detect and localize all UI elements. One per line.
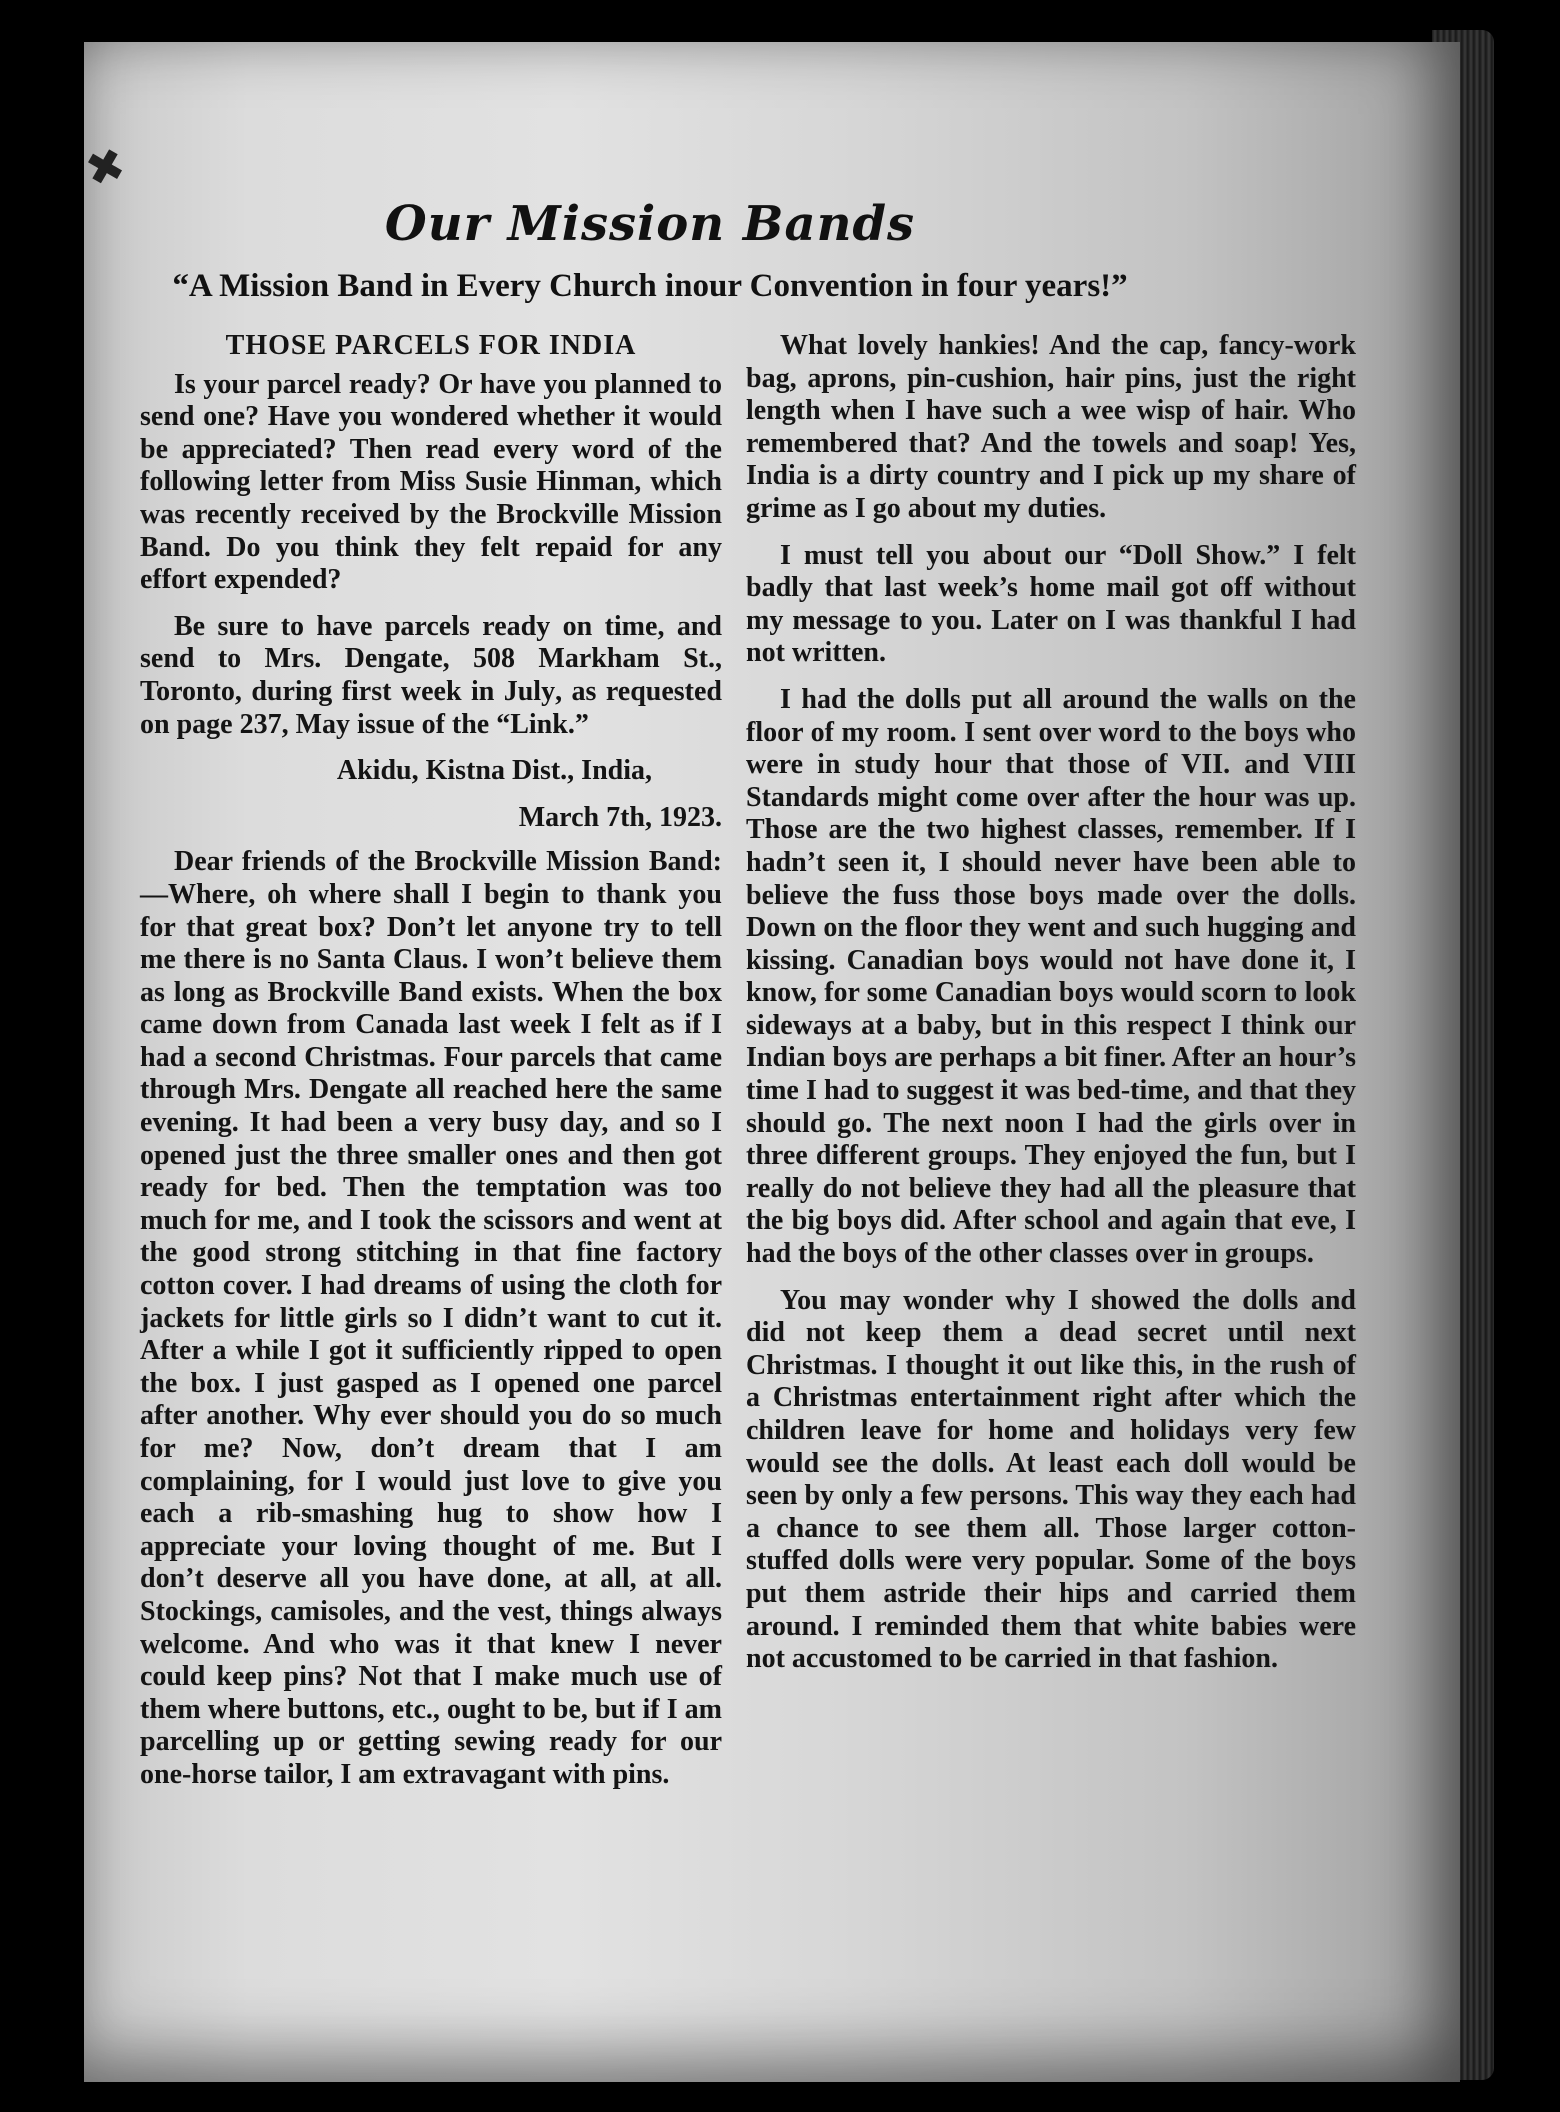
- emphasis-text: Is your: [174, 368, 260, 400]
- body-text: of the following letter from Miss Susie Hinman, which was recently received by the Brockville Mission Band. Do you think they felt repaid for any effort expended?: [140, 433, 722, 596]
- body-text: , as requested on page 237, May issue of the “Link.”: [140, 675, 722, 740]
- letter-paragraph: I must tell you about our “Doll Show.” I felt badly that last week’s home mail got off without my message to you. Later on I was thankful I had not written.: [746, 539, 1356, 669]
- margin-mark: ✖: [80, 137, 131, 198]
- intro-paragraph: [140, 369, 722, 597]
- section-motto: “A Mission Band in Every Church inour Convention in four years!”: [172, 268, 1128, 304]
- body-text: I had the dolls put all around the walls on the floor of my room. I sent over word to the boys who were in study hour that those of VII. and VIII Standards might come over after the hour was up. Those are the: [746, 683, 1356, 846]
- instructions-paragraph: [140, 611, 722, 741]
- body-text: , and send to Mrs. Dengate, 508 Markham St., Toronto, during: [140, 610, 722, 707]
- emphasis-text: not: [1124, 944, 1164, 976]
- emphasis-text: two highest classes: [926, 814, 1157, 846]
- letter-paragraph: What lovely hankies! And the cap, fancy-work bag, aprons, pin-cushion, hair pins, just the right length when I have such a wee wisp of hair. Who remembered that? And the towels and soap! Yes, India is a dirty country and I pick up my share of grime as I go about my duties.: [746, 330, 1356, 524]
- emphasis-text: on time: [562, 610, 658, 642]
- right-column: [746, 330, 1356, 1690]
- section-masthead: Our Mission Bands: [384, 196, 916, 252]
- body-text: to have parcels ready: [268, 610, 563, 642]
- body-text: parcel ready? Or have you planned to send one? Have you wondered whether it would be appreciated? Then read: [140, 368, 722, 465]
- emphasis-text: Be sure: [174, 610, 269, 642]
- letter-dateline-date: March 7th, 1923.: [518, 801, 722, 833]
- emphasis-text: every word: [493, 433, 635, 465]
- emphasis-text: first week in July: [341, 675, 556, 707]
- letter-paragraph: [746, 684, 1356, 1271]
- letter-paragraph: You may wonder why I showed the dolls and did not keep them a dead secret until next Christmas. I thought it out like this, in the rush of a Christmas entertainment right after which the children leave for home and holidays very few would see the dolls. At least each doll would be seen by only a few persons. This way they each had a chance to see them all. Those larger cotton-stuffed dolls were very popular. Some of the boys put them astride their hips and carried them around. I reminded them that white babies were not accustomed to be carried in that fashion.: [746, 1284, 1356, 1675]
- body-text: , remember. If I hadn’t seen it, I should never have been able to believe the fuss those boys made over the dolls. Down on the floor they went and such hugging and kissing. Canadian boys would: [746, 814, 1356, 976]
- letter-dateline-place: Akidu, Kistna Dist., India,: [336, 755, 652, 787]
- left-column: [140, 330, 722, 1806]
- letter-paragraph: Dear friends of the Brockville Mission Band:—Where, oh where shall I begin to thank you for that great box? Don’t let anyone try to tell me there is no Santa Claus. I won’t believe them as long as Brockville Band exists. When the box came down from Canada last week I felt as if I had a second Christmas. Four parcels that came through Mrs. Dengate all reached here the same evening. It had been a very busy day, and so I opened just the three smaller ones and then got ready for bed. Then the temptation was too much for me, and I took the scissors and went at the good strong stitching in that fine factory cotton cover. I had dreams of using the cloth for jackets for little girls so I didn’t want to cut it. After a while I got it sufficiently ripped to open the box. I just gasped as I opened one parcel after another. Why ever should you do so much for me? Now, don’t dream that I am complaining, for I would just love to give you each a rib-smashing hug to show how I appreciate your loving thought of me. But I don’t deserve all you have done, at all, at all. Stockings, camisoles, and the vest, things always welcome. And who was it that knew I never could keep pins? Not that I make much use of them where buttons, etc., ought to be, but if I am parcelling up or getting sewing ready for our one-horse tailor, I am extravagant with pins.: [140, 846, 722, 1790]
- body-text: have done it, I know, for some Canadian boys would scorn to look sideways at a baby, but in this respect I think our Indian boys are perhaps a bit finer. After an hour’s time I had to suggest it was bed-time, and that they should go. The next noon I had the girls over in three different groups. They enjoyed the fun, but I really do not believe they had all the pleasure that the big boys did. After school and again that eve, I had the boys of the other classes over in groups.: [746, 944, 1356, 1270]
- article-heading: THOSE PARCELS FOR INDIA: [225, 330, 637, 361]
